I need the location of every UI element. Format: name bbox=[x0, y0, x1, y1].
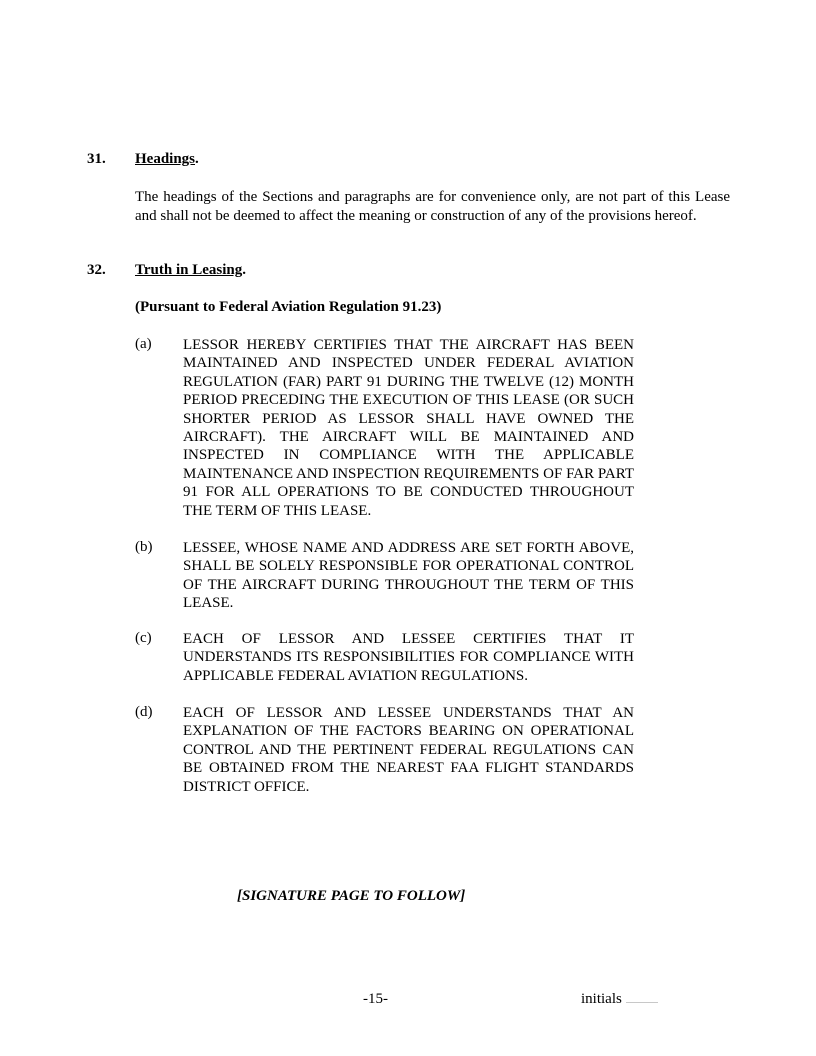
item-b-label: (b) bbox=[135, 539, 153, 555]
page-number: -15- bbox=[363, 991, 388, 1007]
item-d-label: (d) bbox=[135, 704, 153, 720]
section-31-body: The headings of the Sections and paragraphs are for convenience only, are not part of this Lease and shall not be deemed to affect the meaning or construction of any of the provisions hereof. bbox=[135, 189, 730, 224]
section-32-title-suffix: . bbox=[242, 262, 246, 278]
section-32-subheading: (Pursuant to Federal Aviation Regulation 91.23) bbox=[135, 299, 442, 315]
item-d-text: EACH OF LESSOR AND LESSEE UNDERSTANDS THAT AN EXPLANATION OF THE FACTORS BEARING ON OPERATIONAL CONTROL AND THE PERTINENT FEDERAL REGULATIONS CAN BE OBTAINED FROM THE NEAREST FAA FLIGHT STANDARDS DISTRICT OFFICE. bbox=[183, 705, 634, 795]
item-b-text: LESSEE, WHOSE NAME AND ADDRESS ARE SET FORTH ABOVE, SHALL BE SOLELY RESPONSIBLE FOR OPERATIONAL CONTROL OF THE AIRCRAFT DURING THROUGHOUT THE TERM OF THIS LEASE. bbox=[183, 540, 634, 612]
section-31-title-text: Headings bbox=[135, 151, 196, 167]
section-32-title bbox=[135, 262, 246, 279]
item-c-label: (c) bbox=[135, 630, 152, 646]
item-c-text: EACH OF LESSOR AND LESSEE CERTIFIES THAT IT UNDERSTANDS ITS RESPONSIBILITIES FOR COMPLIANCE WITH APPLICABLE FEDERAL AVIATION REGULATIONS. bbox=[183, 631, 634, 684]
item-a-text: LESSOR HEREBY CERTIFIES THAT THE AIRCRAFT HAS BEEN MAINTAINED AND INSPECTED UNDER FEDERAL AVIATION REGULATION (FAR) PART 91 DURING THE TWELVE (12) MONTH PERIOD PRECEDING THE EXECUTION OF THIS LEASE (OR SUCH SHORTER PERIOD AS LESSOR SHALL HAVE OWNED THE AIRCRAFT). THE AIRCRAFT WILL BE MAINTAINED AND INSPECTED IN COMPLIANCE WITH THE APPLICABLE MAINTENANCE AND INSPECTION REQUIREMENTS OF FAR PART 91 FOR ALL OPERATIONS TO BE CONDUCTED THROUGHOUT THE TERM OF THIS LEASE. bbox=[183, 337, 634, 519]
section-32-number: 32. bbox=[87, 262, 106, 278]
section-31-title bbox=[135, 151, 199, 168]
initials-blank-line bbox=[626, 1002, 658, 1003]
initials-label: initials bbox=[581, 991, 622, 1007]
section-31-title-suffix: . bbox=[195, 151, 199, 167]
item-a-label: (a) bbox=[135, 336, 152, 352]
section-31-number: 31. bbox=[87, 151, 106, 167]
initials-field bbox=[581, 991, 658, 1008]
section-32-title-text: Truth in Leasing bbox=[135, 262, 243, 278]
signature-page-note: [SIGNATURE PAGE TO FOLLOW] bbox=[237, 888, 466, 904]
